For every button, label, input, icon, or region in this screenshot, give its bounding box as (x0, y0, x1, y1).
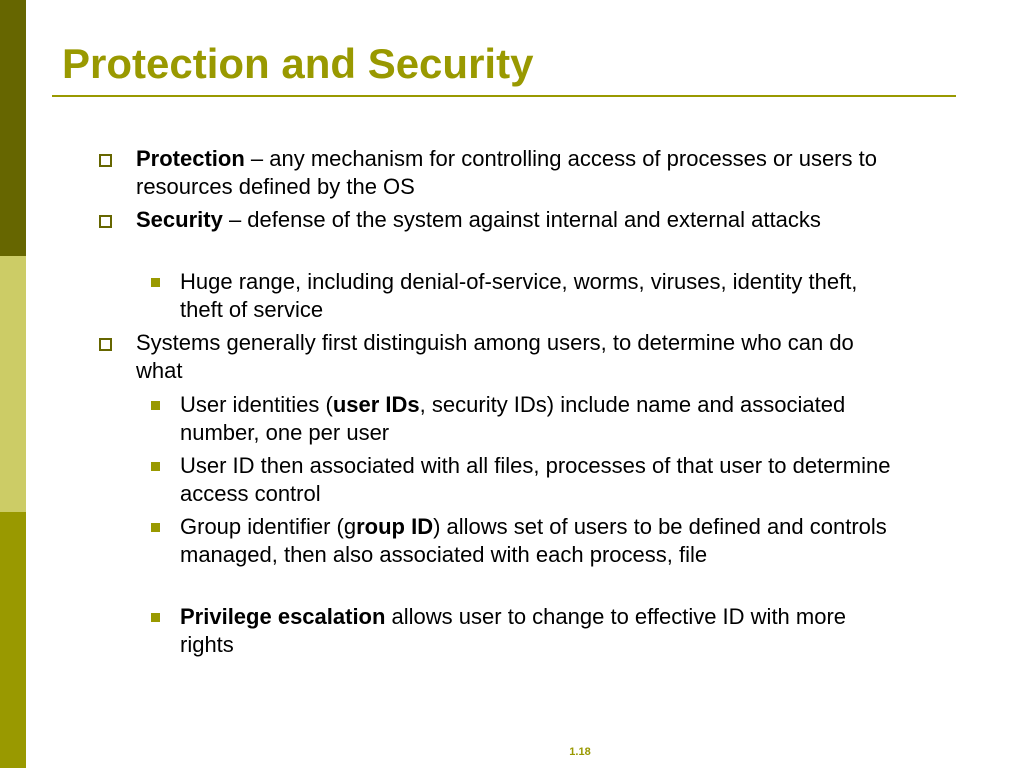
sub-bullet-bold: roup ID (356, 514, 434, 539)
bullet-text: – defense of the system against internal and external attacks (222, 207, 821, 232)
filled-square-bullet-icon (151, 523, 160, 532)
filled-square-bullet-icon (151, 613, 160, 622)
bullet-term: Security (136, 207, 223, 232)
sub-bullet-bold: Privilege escalation (180, 604, 386, 629)
sub-bullet-privilege-escalation (180, 603, 900, 659)
sub-bullet-bold: user IDs (332, 392, 420, 417)
bullet-protection (136, 145, 896, 201)
hollow-square-bullet-icon (99, 154, 112, 167)
slide-title: Protection and Security (62, 40, 534, 87)
sub-bullet-user-id-files (180, 452, 900, 508)
bullet-distinguish-users (136, 329, 896, 385)
filled-square-bullet-icon (151, 401, 160, 410)
sub-bullet-post: ) allows set of users to be defined and controls managed, then also associated with each process, file (180, 514, 887, 567)
sub-bullet-text: User ID then associated with all files, processes of that user to determine access control (180, 453, 891, 506)
sub-bullet-pre: Group identifier (g (180, 514, 357, 539)
bullet-term: Protection (136, 146, 245, 171)
bullet-text: Systems generally first distinguish among users, to determine who can do what (136, 330, 854, 383)
filled-square-bullet-icon (151, 462, 160, 471)
page-number: 1.18 (569, 746, 591, 758)
bullet-text: – any mechanism for controlling access of processes or users to resources defined by the OS (136, 146, 877, 199)
hollow-square-bullet-icon (99, 215, 112, 228)
hollow-square-bullet-icon (99, 338, 112, 351)
bullet-security (136, 206, 896, 234)
sub-bullet-attack-range (180, 268, 900, 324)
sub-bullet-text: Huge range, including denial-of-service, worms, viruses, identity theft, theft of service (180, 269, 858, 322)
sub-bullet-post: allows user to change to effective ID with more rights (180, 604, 847, 657)
sub-bullet-post: , security IDs) include name and associated number, one per user (180, 392, 846, 445)
sub-bullet-group-id (180, 513, 900, 569)
filled-square-bullet-icon (151, 278, 160, 287)
sub-bullet-user-identities (180, 391, 900, 447)
sub-bullet-pre: User identities ( (180, 392, 333, 417)
